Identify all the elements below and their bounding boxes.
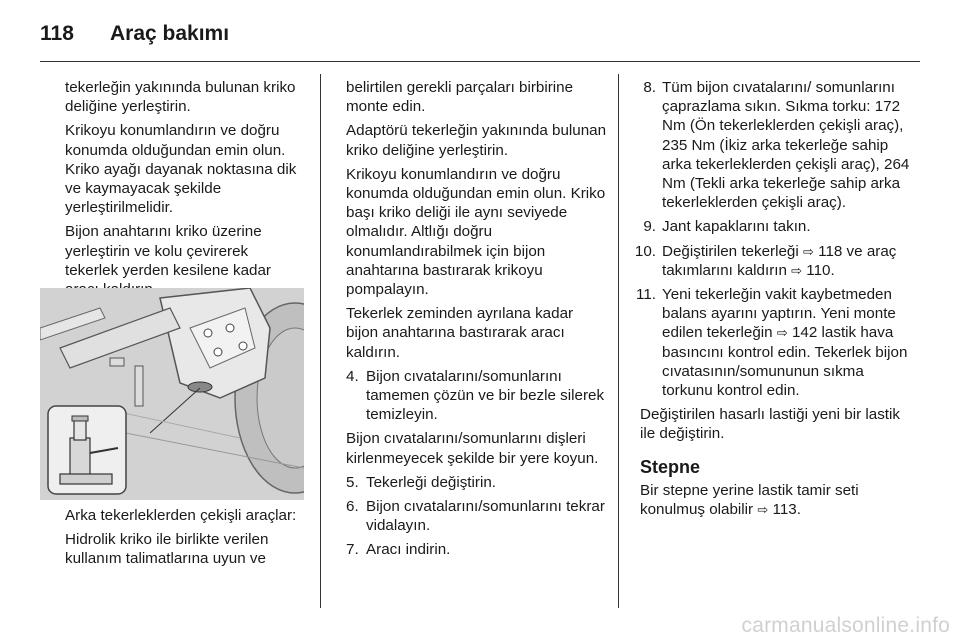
col2-paragraph-1: belirtilen gerekli parçaları birbirine monte edin. xyxy=(346,79,574,116)
col1-paragraph-3: Bijon anahtarını kriko üzerine yerleştirin ve kolu çevirerek tekerlek yerden kesilene kadar xyxy=(65,223,271,279)
col1-paragraph-4: Arka tekerleklerden çekişli araçlar: xyxy=(65,507,297,524)
list-item: 7. Aracı indirin. xyxy=(346,541,451,559)
page-reference-arrow-icon[interactable]: ⇨ xyxy=(757,502,769,518)
column-3 xyxy=(620,78,910,524)
page-header xyxy=(40,18,920,58)
page-number: 118 xyxy=(40,22,74,45)
page-reference-arrow-icon[interactable]: ⇨ xyxy=(791,262,803,278)
jack-illustration-svg xyxy=(40,288,304,500)
col2-paragraph-2: Adaptörü tekerleğin yakınında bulunan kriko deliğine yerleştirin. xyxy=(346,122,607,159)
col3-last-paragraph: Bir stepne yerine lastik tamir seti konulmuş olabilir ⇨ 113. xyxy=(640,481,859,519)
header-rule xyxy=(40,61,920,62)
column-divider-2 xyxy=(618,74,619,608)
list-item: 4. Bijon cıvatalarını/somunlarını tamemen çözün ve bir bezle silerek temizleyin. xyxy=(346,367,605,424)
col3-paragraph: Değiştirilen hasarlı lastiği yeni bir lastik ile değiştirin. xyxy=(640,406,900,443)
column-2 xyxy=(346,78,608,565)
col1-paragraph-5: Hidrolik kriko ile birlikte verilen kullanım talimatlarına uyun ve xyxy=(65,531,269,568)
col1-paragraph-2: Krikoyu konumlandırın ve doğru konumda olduğundan emin olun. Kriko ayağı dayanak noktasına dik ve kaymayacak şekilde yerleştirilmelidir. xyxy=(65,122,297,217)
watermark: carmanualsonline.info xyxy=(741,614,950,637)
jack-illustration xyxy=(40,288,304,500)
page-title: Araç bakımı xyxy=(110,22,230,45)
column-1 xyxy=(65,78,305,304)
list-item: 8. Tüm bijon cıvatalarını/ somunlarını çaprazlama sıkın. Sıkma torku: 172 Nm (Ön tekerleklerden çekişli araç), 235 Nm (İkiz arka tekerleğe sahip arka tekerleklerden çekişli araç), 264 Nm (Tekli arka tekerleğe sahip arka tekerleklerden çekişli araç). xyxy=(643,79,910,212)
list-item: 6. Bijon cıvatalarını/somunlarını tekrar vidalayın. xyxy=(346,498,605,535)
section-heading: Stepne xyxy=(640,456,701,477)
column-1-bottom xyxy=(65,506,305,574)
column-divider-1 xyxy=(320,74,321,608)
list-item: 9. Jant kapaklarını takın. xyxy=(643,218,811,236)
page-reference-arrow-icon[interactable]: ⇨ xyxy=(776,325,788,341)
col2-paragraph-3: Krikoyu konumlandırın ve doğru konumda olduğundan emin olun. Kriko başı kriko deliği ile aynı seviyede olmalıdır. Altlığı doğru konumlandırabilmek için bijon anahtarına bastırarak krikoyu pompalayın. xyxy=(346,165,606,299)
list-item: 10. Değiştirilen tekerleği ⇨ 118 ve araç takımlarını kaldırın ⇨ 110. xyxy=(634,242,897,279)
col2-paragraph-4: Tekerlek zeminden ayrılana kadar bijon anahtarına bastırarak aracı kaldırın. xyxy=(346,305,574,361)
list-item: 5. Tekerleği değiştirin. xyxy=(346,473,496,491)
list-item: 11. Yeni tekerleğin vakit kaybetmeden balans ayarını yaptırın. Yeni monte edilen tekerleğin ⇨ 142 lastik hava basıncını kontrol edin. Tekerlek bijon cıvatasının/somununun sıkma torkunu kontrol edin. xyxy=(636,286,908,400)
page-reference-arrow-icon[interactable]: ⇨ xyxy=(802,243,814,259)
col1-paragraph-1: tekerleğin yakınında bulunan kriko deliğine yerleştirin. xyxy=(65,79,296,116)
list-item-subparagraph: Bijon cıvatalarını/somunlarını dişleri kirlenmeyecek şekilde bir yere koyun. xyxy=(346,430,599,467)
